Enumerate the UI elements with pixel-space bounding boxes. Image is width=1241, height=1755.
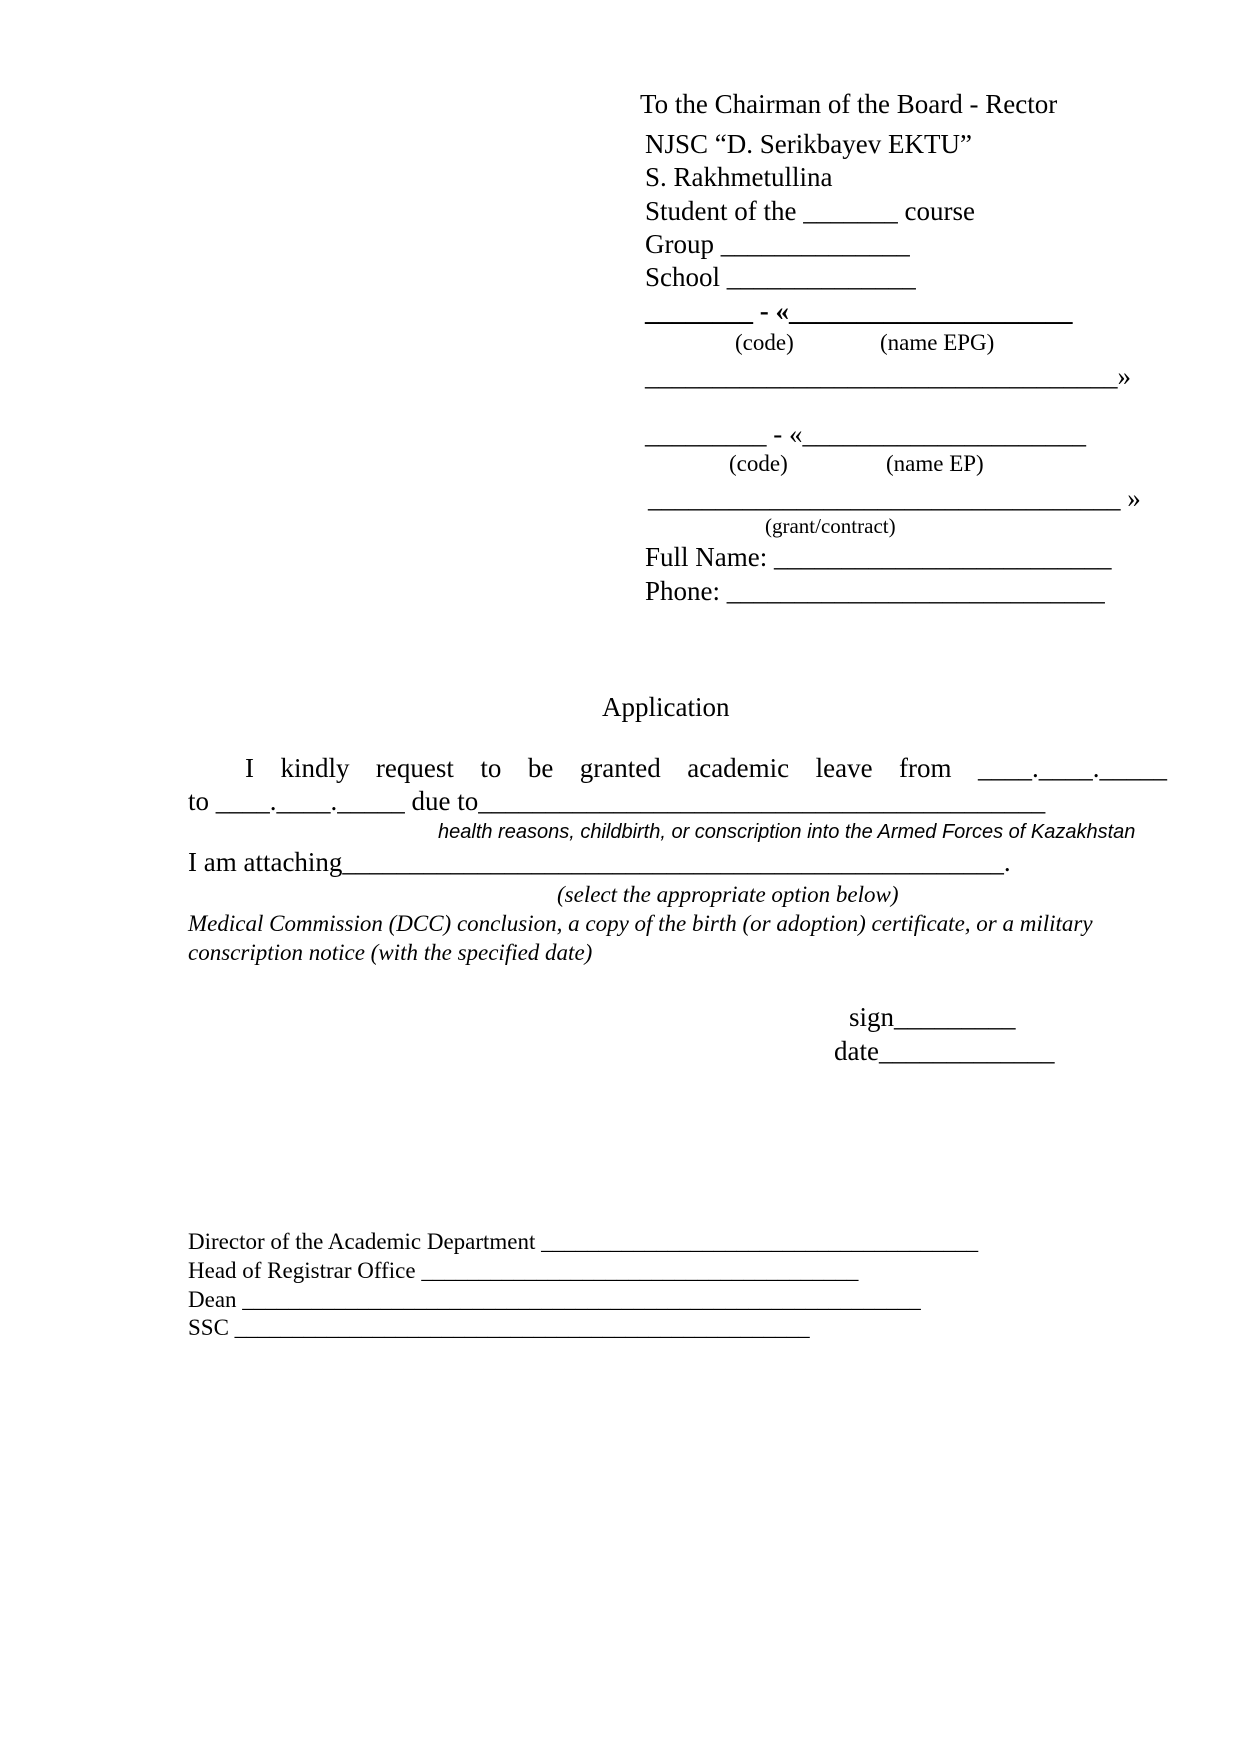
student-group-field[interactable]: Group ______________ xyxy=(645,229,910,259)
attachment-options-line-1: Medical Commission (DCC) conclusion, a copy of the birth (or adoption) certificate, or a military xyxy=(188,911,1093,936)
approval-director-field[interactable]: Director of the Academic Department ______________________________________ xyxy=(188,1229,979,1254)
grant-contract-caption: (grant/contract) xyxy=(765,514,896,538)
date-field[interactable]: date_____________ xyxy=(834,1036,1055,1066)
student-school-field[interactable]: School ______________ xyxy=(645,262,916,292)
ep-continuation-field[interactable]: ___________________________________ » xyxy=(648,483,1141,513)
attachment-field[interactable]: I am attaching_________________________________________________. xyxy=(188,847,1011,877)
addressee-title: To the Chairman of the Board - Rector xyxy=(640,89,1058,119)
attachment-options-line-2: conscription notice (with the specified date) xyxy=(188,940,593,965)
attachment-hint: (select the appropriate option below) xyxy=(557,882,899,907)
epg-name-caption: (name EPG) xyxy=(880,330,995,355)
epg-code-caption: (code) xyxy=(735,330,794,355)
reason-hint: health reasons, childbirth, or conscription into the Armed Forces of Kazakhstan xyxy=(438,821,1136,843)
request-line-2[interactable]: to ____.____._____ due to__________________________________________ xyxy=(188,786,1046,816)
epg-continuation-field[interactable]: ___________________________________» xyxy=(645,361,1131,391)
epg-code-name-field[interactable]: ________ - «_____________________ xyxy=(645,296,1073,326)
request-line-1[interactable]: I kindly request to be granted academic leave from ____.____._____ xyxy=(245,753,1167,783)
signature-field[interactable]: sign_________ xyxy=(849,1002,1016,1032)
full-name-field[interactable]: Full Name: _________________________ xyxy=(645,542,1112,572)
approval-dean-field[interactable]: Dean ___________________________________________________________ xyxy=(188,1287,921,1312)
student-course-field[interactable]: Student of the _______ course xyxy=(645,196,975,226)
approval-registrar-field[interactable]: Head of Registrar Office ______________________________________ xyxy=(188,1258,859,1283)
phone-field[interactable]: Phone: ____________________________ xyxy=(645,576,1105,606)
application-title: Application xyxy=(602,692,730,722)
approval-ssc-field[interactable]: SSC __________________________________________________ xyxy=(188,1315,810,1340)
ep-code-name-field[interactable]: _________ - «_____________________ xyxy=(645,419,1086,449)
addressee-university: NJSC “D. Serikbayev EKTU” xyxy=(645,129,972,159)
ep-name-caption: (name EP) xyxy=(886,451,984,476)
addressee-rector-name: S. Rakhmetullina xyxy=(645,162,833,192)
ep-code-caption: (code) xyxy=(729,451,788,476)
